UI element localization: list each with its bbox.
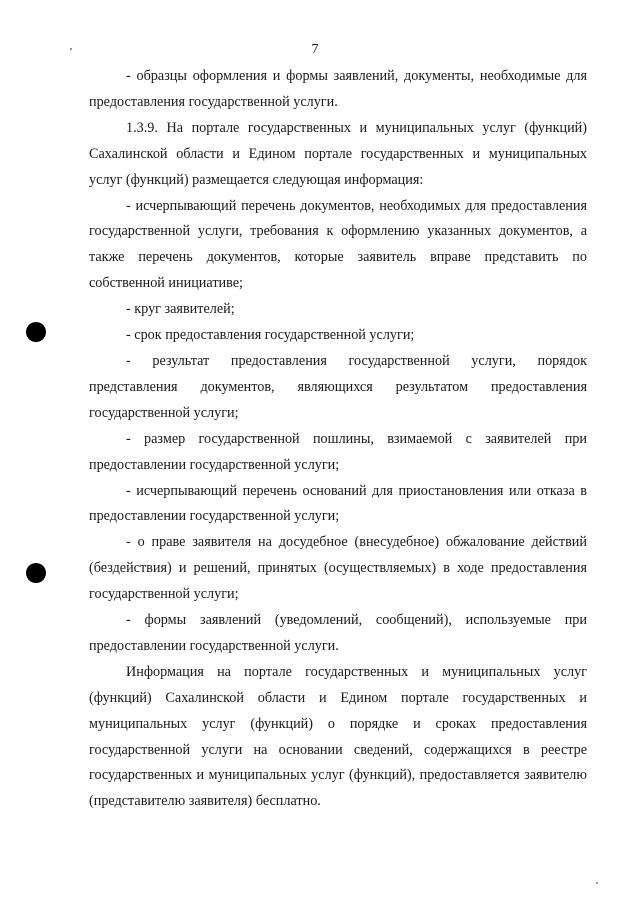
list-item-state-fee: - размер государственной пошлины, взимаемой с заявителей при предоставлении государственной услуги; — [89, 430, 587, 473]
paragraph-forms-samples: - образцы оформления и формы заявлений, документы, необходимые для предоставления государственной услуги. — [89, 68, 587, 110]
list-item-application-forms: - формы заявлений (уведомлений, сообщений), используемые при предоставлении государственной услуги. — [89, 612, 587, 654]
punch-hole-bottom — [26, 563, 46, 583]
document-body — [89, 64, 587, 815]
list-item-refusal-grounds: - исчерпывающий перечень оснований для приостановления или отказа в предоставлении государственной услуги; — [89, 482, 587, 525]
scan-speck — [70, 48, 72, 50]
paragraph-free-information: Информация на портале государственных и муниципальных услуг (функций) Сахалинской области и Едином портале государственных и муниципальных услуг (функций) о порядке и сроках предоставления государственной услуги на основании сведений, содержащихся в реестре государственных и муниципальных услуг (функций), предоставляется заявителю (представителю заявителя) бесплатно. — [89, 663, 587, 810]
list-item-documents-list: - исчерпывающий перечень документов, необходимых для предоставления государственной услуги, требования к оформлению указанных документов, а также перечень документов, которые заявитель вправе представить по собственной инициативе; — [89, 197, 587, 292]
punch-hole-top — [26, 322, 46, 342]
paragraph-1-3-9: 1.3.9. На портале государственных и муниципальных услуг (функций) Сахалинской области и Едином портале государственных и муниципальных услуг (функций) размещается следующая информация: — [89, 119, 587, 188]
list-item-service-result: - результат предоставления государственной услуги, порядок представления документов, являющихся результатом предоставления государственной услуги; — [89, 352, 587, 421]
list-item-appeal-right: - о праве заявителя на досудебное (внесудебное) обжалование действий (бездействия) и решений, принятых (осуществляемых) в ходе предоставления государственной услуги; — [89, 534, 587, 603]
list-item-applicants: - круг заявителей; — [126, 301, 235, 318]
scan-speck — [596, 882, 598, 884]
list-item-service-term: - срок предоставления государственной услуги; — [126, 327, 415, 344]
page-number: 7 — [311, 42, 319, 57]
